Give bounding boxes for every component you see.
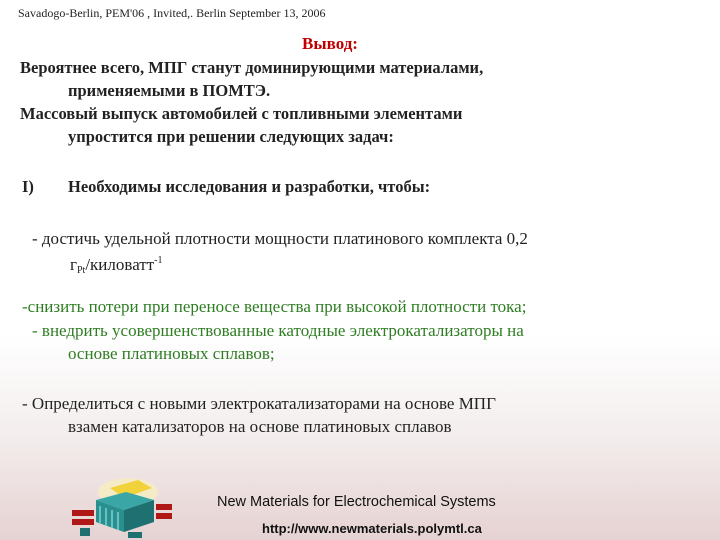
point-3-line-2: основе платиновых сплавов; (68, 344, 275, 363)
point-2: -снизить потери при переносе вещества при высокой плотности тока; (22, 297, 527, 316)
unit-sup: -1 (154, 255, 163, 266)
point-1-line-2 (32, 250, 528, 282)
footer-url-link[interactable]: http://www.newmaterials.polymtl.ca (262, 521, 482, 536)
point-3-line-1: - внедрить усовершенствованные катодные электрокатализаторы на (32, 321, 524, 340)
unit-sub: Pt (76, 265, 86, 276)
slide-header: Savadogo-Berlin, PEM'06 , Invited,. Berlin September 13, 2006 (18, 6, 326, 20)
slide-title (0, 34, 720, 54)
intro-line-2: применяемыми в ПОМТЭ. (68, 81, 271, 100)
unit-prefix: г (70, 255, 77, 274)
intro-block (20, 56, 700, 148)
point-4-line-2: взамен катализаторов на основе платиновых сплавов (68, 417, 452, 436)
fuel-cell-logo-icon (66, 470, 206, 540)
intro-line-3: Массовый выпуск автомобилей с топливными элементами (20, 104, 463, 123)
intro-line-1: Вероятнее всего, МПГ станут доминирующими материалами, (20, 58, 484, 77)
item-text: Необходимы исследования и разработки, чтобы: (68, 177, 431, 196)
point-1-line-1: - достичь удельной плотности мощности платинового комплекта 0,2 (32, 229, 528, 248)
point-1 (32, 228, 528, 282)
footer-title: New Materials for Electrochemical Systems (217, 494, 496, 510)
unit-mid: /киловатт (85, 255, 155, 274)
point-4-line-1: - Определиться с новыми электрокатализаторами на основе МПГ (22, 394, 496, 413)
intro-line-4: упростится при решении следующих задач: (68, 127, 394, 146)
item-marker: I) (22, 177, 34, 196)
title-text: Вывод: (302, 34, 358, 53)
